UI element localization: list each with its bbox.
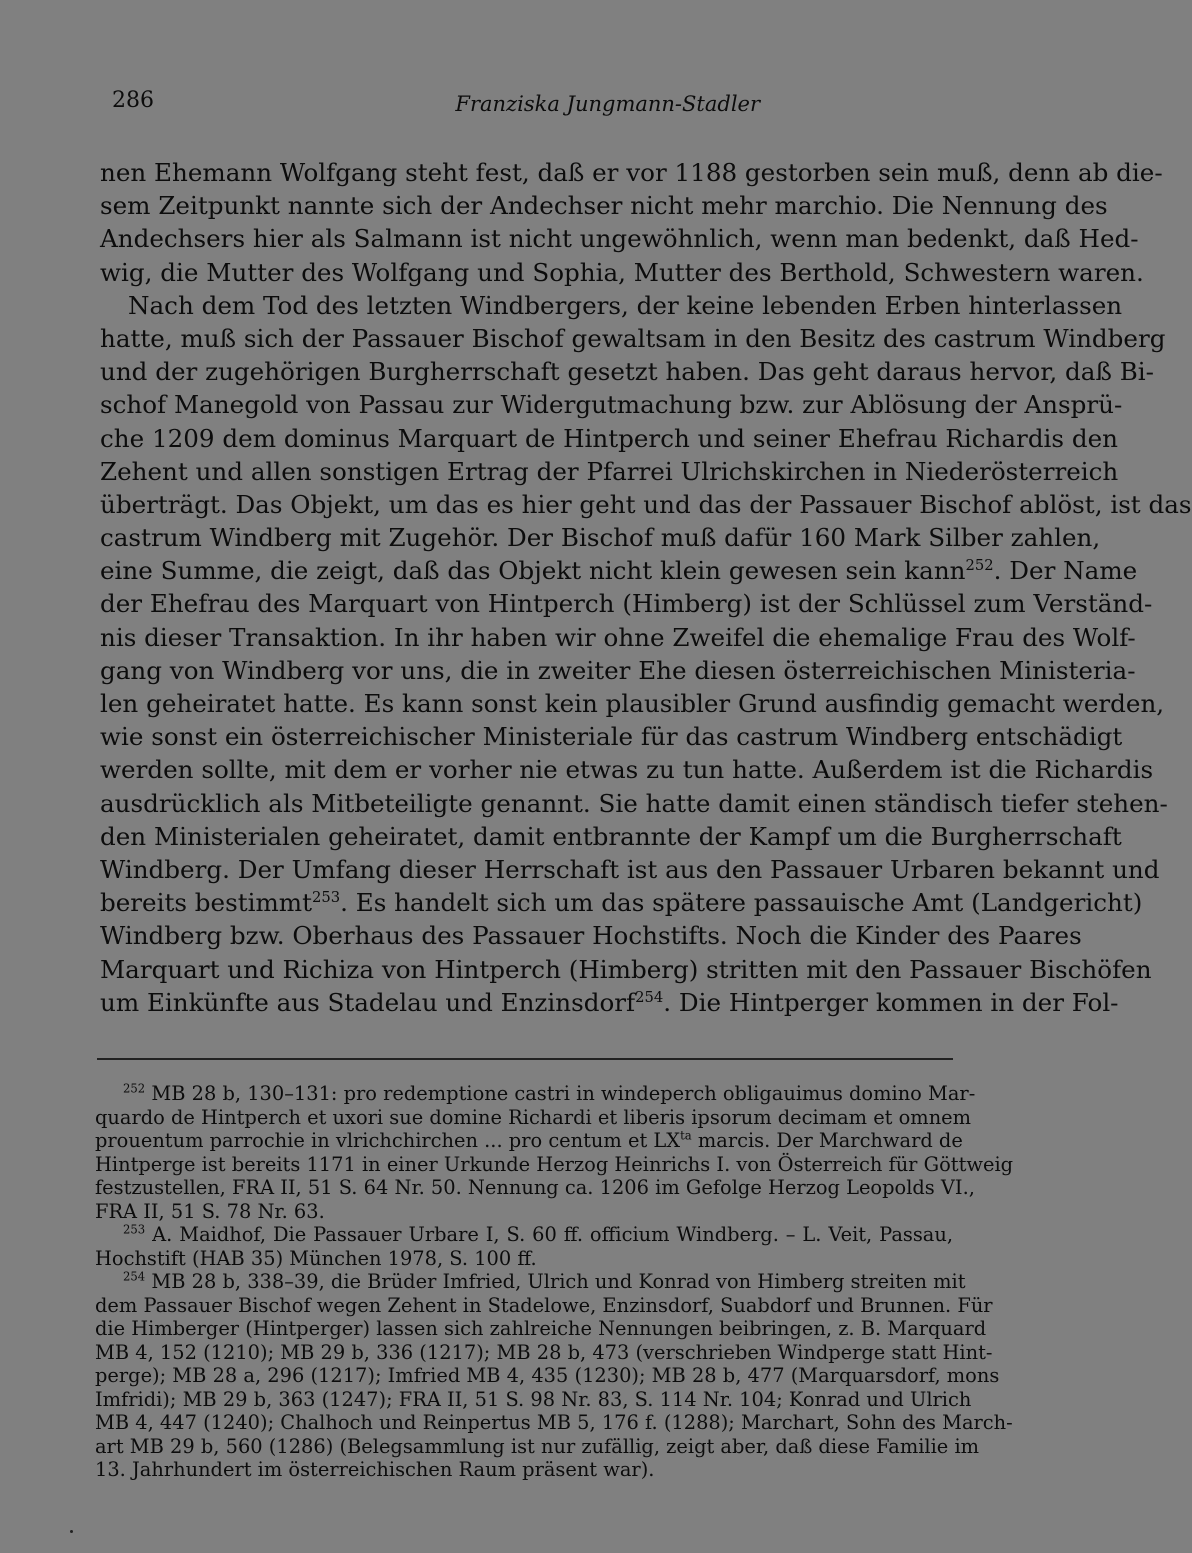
body-text: sem Zeitpunkt nannte sich der Andechser nicht mehr marchio. Die Nennung des <box>100 191 1108 221</box>
footnote-reference: 254 <box>635 988 664 1006</box>
body-text: werden sollte, mit dem er vorher nie etwas zu tun hatte. Außerdem ist die Richardis <box>100 755 1154 785</box>
footnote-text: Hochstift (HAB 35) München 1978, S. 100 ff. <box>95 1246 537 1270</box>
body-line <box>100 189 1108 222</box>
footnote-line <box>95 1081 976 1106</box>
footnote-text: Imfridi); MB 29 b, 363 (1247); FRA II, 51 S. 98 Nr. 83, S. 114 Nr. 104; Konrad und Ulrich <box>95 1387 972 1411</box>
footnote-text: marcis. Der Marchward de <box>691 1129 963 1152</box>
body-line <box>100 554 1138 587</box>
body-text: . Der Name <box>993 556 1138 586</box>
body-text: wie sonst ein österreichischer Ministeriale für das castrum Windberg entschädigt <box>100 722 1123 752</box>
page-header <box>112 88 760 124</box>
body-text: ausdrücklich als Mitbeteiligte genannt. Sie hatte damit einen ständisch tiefer stehen- <box>100 788 1168 818</box>
footnote-text: prouentum parrochie in vlrichchirchen ... pro centum et LX <box>95 1129 681 1152</box>
body-text: Zehent und allen sonstigen Ertrag der Pfarrei Ulrichskirchen in Niederösterreich <box>100 456 1119 486</box>
body-line <box>100 753 1154 786</box>
footnote-line <box>95 1434 980 1459</box>
body-text: Nach dem Tod des letzten Windbergers, der keine lebenden Erben hinterlassen <box>128 290 1123 320</box>
body-text: Andechsers hier als Salmann ist nicht ungewöhnlich, wenn man bedenkt, daß Hed- <box>100 224 1139 254</box>
body-line <box>100 687 1165 720</box>
body-line <box>100 720 1123 753</box>
footnote-line <box>95 1458 953 1482</box>
footnote-marker: 252 <box>123 1081 146 1096</box>
footnote-text: art MB 29 b, 560 (1286) (Belegsammlung ist nur zufällig, zeigt aber, daß diese Familie im <box>95 1434 980 1458</box>
footnote-text: MB 4, 152 (1210); MB 29 b, 336 (1217); MB 28 b, 473 (verschrieben Windperge statt Hint- <box>95 1340 993 1364</box>
footnote-reference: 253 <box>312 888 341 906</box>
running-title: Franziska Jungmann-Stadler <box>455 92 760 116</box>
body-line <box>100 388 1123 421</box>
footnote-text: MB 28 b, 130–131: pro redemptione castri in windeperch obligauimus domino Mar- <box>145 1082 976 1105</box>
body-line <box>100 919 1082 952</box>
footnote-line <box>95 1387 972 1412</box>
body-text: den Ministerialen geheiratet, damit entbrannte der Kampf um die Burgherrschaft <box>100 821 1122 851</box>
footnote-text: festzustellen, FRA II, 51 S. 64 Nr. 50. Nennung ca. 1206 im Gefolge Herzog Leopolds VI., <box>95 1176 975 1199</box>
body-text: bereits bestimmt <box>100 888 312 918</box>
body-text: um Einkünfte aus Stadelau und Enzinsdorf <box>100 987 636 1017</box>
footnote-text: 13. Jahrhundert im österreichischen Raum präsent war). <box>95 1458 655 1481</box>
footnote-line <box>95 1247 953 1271</box>
footnote-reference: 252 <box>965 557 994 575</box>
body-line <box>100 521 1101 554</box>
footnote-line <box>95 1223 953 1247</box>
body-text: . Es handelt sich um das spätere passauische Amt (Landgericht) <box>340 888 1143 918</box>
footnote-line <box>95 1269 966 1294</box>
footnote-line <box>95 1176 975 1200</box>
body-text: . Die Hintperger kommen in der Fol- <box>663 987 1119 1017</box>
body-text: überträgt. Das Objekt, um das es hier geht und das der Passauer Bischof ablöst, ist das <box>100 489 1192 519</box>
footnote-text: Hintperge ist bereits 1171 in einer Urkunde Herzog Heinrichs I. von Österreich für Göttweig <box>95 1152 1014 1176</box>
body-line <box>100 853 1160 886</box>
body-line <box>100 455 1119 488</box>
body-line <box>100 886 1143 919</box>
footnote-line <box>95 1293 993 1318</box>
body-text: und der zugehörigen Burgherrschaft gesetzt haben. Das geht daraus hervor, daß Bi- <box>100 357 1154 387</box>
body-text: Windberg. Der Umfang dieser Herrschaft ist aus den Passauer Urbaren bekannt und <box>100 854 1160 884</box>
body-text: schof Manegold von Passau zur Widergutmachung bzw. zur Ablösung der Ansprü- <box>100 390 1123 420</box>
body-text: che 1209 dem dominus Marquart de Hintperch und seiner Ehefrau Richardis den <box>100 423 1118 453</box>
body-line <box>100 322 1166 355</box>
body-text: gang von Windberg vor uns, die in zweiter Ehe diesen österreichischen Ministeria- <box>100 655 1136 685</box>
footnote-line <box>95 1152 1014 1177</box>
page-number: 286 <box>112 88 154 113</box>
body-text: hatte, muß sich der Passauer Bischof gewaltsam in den Besitz des castrum Windberg <box>100 323 1166 353</box>
footnote-text: A. Maidhof, Die Passauer Urbare I, S. 60 ff. officium Windberg. – L. Veit, Passau, <box>145 1223 953 1246</box>
footnote-line <box>95 1105 972 1130</box>
body-text: castrum Windberg mit Zugehör. Der Bischof muß dafür 160 Mark Silber zahlen, <box>100 523 1101 553</box>
footnote-line <box>95 1200 953 1224</box>
footnote-text: quardo de Hintperch et uxori sue domine Richardi et liberis ipsorum decimam et omnem <box>95 1105 972 1129</box>
footnote-text: MB 28 b, 338–39, die Brüder Imfried, Ulrich und Konrad von Himberg streiten mit <box>145 1270 966 1293</box>
body-line <box>100 256 1144 289</box>
body-text: nen Ehemann Wolfgang steht fest, daß er vor 1188 gestorben sein muß, denn ab die- <box>100 158 1163 187</box>
body-line <box>100 986 1119 1019</box>
footnote-text: MB 4, 447 (1240); Chalhoch und Reinpertus MB 5, 176 f. (1288); Marchart, Sohn des March- <box>95 1411 1013 1434</box>
footnote-line <box>95 1411 1013 1435</box>
footnote-text: perge); MB 28 a, 296 (1217); Imfried MB 4, 435 (1230); MB 28 b, 477 (Marquarsdorf, mons <box>95 1364 1000 1387</box>
scan-speck <box>70 1530 73 1533</box>
body-text: nis dieser Transaktion. In ihr haben wir ohne Zweifel die ehemalige Frau des Wolf- <box>100 622 1136 652</box>
body-line <box>100 156 1163 189</box>
body-line <box>100 953 1152 986</box>
footnote-marker: 254 <box>123 1269 146 1284</box>
body-line <box>100 289 1123 322</box>
body-text: der Ehefrau des Marquart von Hintperch (Himberg) ist der Schlüssel zum Verständ- <box>100 589 1153 619</box>
body-text: Marquart und Richiza von Hintperch (Himberg) stritten mit den Passauer Bischöfen <box>100 954 1152 984</box>
footnote-line <box>95 1128 963 1153</box>
body-line <box>100 621 1136 654</box>
footnote-marker: 253 <box>123 1222 146 1237</box>
footnote-separator <box>97 1058 953 1060</box>
body-text: eine Summe, die zeigt, daß das Objekt nicht klein gewesen sein kann <box>100 556 966 586</box>
footnote-text: die Himberger (Hintperger) lassen sich zahlreiche Nennungen beibringen, z. B. Marquard <box>95 1317 987 1340</box>
body-text: Windberg bzw. Oberhaus des Passauer Hochstifts. Noch die Kinder des Paares <box>100 921 1082 951</box>
body-line <box>100 787 1168 820</box>
footnotes <box>95 1081 1014 1482</box>
body-line <box>100 222 1139 255</box>
body-line <box>100 820 1122 853</box>
footnote-line <box>95 1317 987 1341</box>
footnote-text: dem Passauer Bischof wegen Zehent in Stadelowe, Enzinsdorf, Suabdorf und Brunnen. Für <box>95 1293 993 1317</box>
footnote-line <box>95 1364 1000 1388</box>
body-line <box>100 422 1118 455</box>
body-line <box>100 488 1192 521</box>
body-line <box>100 587 1153 620</box>
body-line <box>100 654 1136 687</box>
footnote-reference: ta <box>680 1128 692 1143</box>
body-text: len geheiratet hatte. Es kann sonst kein plausibler Grund ausfindig gemacht werden, <box>100 689 1165 718</box>
main-text <box>100 156 1192 1019</box>
footnote-line <box>95 1340 993 1365</box>
body-line <box>100 355 1154 388</box>
body-text: wig, die Mutter des Wolfgang und Sophia, Mutter des Berthold, Schwestern waren. <box>100 257 1144 287</box>
footnote-text: FRA II, 51 S. 78 Nr. 63. <box>95 1199 325 1223</box>
